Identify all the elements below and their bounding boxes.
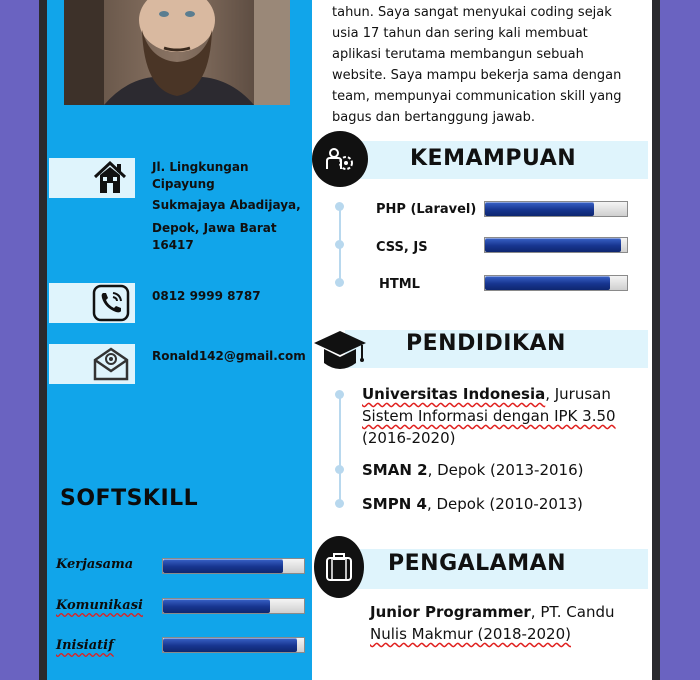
address-text	[152, 159, 301, 254]
softskill-title: SOFTSKILL	[60, 486, 199, 511]
softskill-bar	[162, 637, 305, 653]
softskill-label: Kerjasama	[56, 557, 134, 572]
education-school: SMPN 4	[362, 495, 427, 513]
about-line: website. Saya mampu bekerja sama dengan	[332, 68, 622, 83]
experience-detail: Nulis Makmur (2018-2020)	[370, 625, 571, 643]
education-item-university	[362, 383, 632, 449]
timeline-dot	[335, 465, 344, 474]
skills-title: KEMAMPUAN	[410, 146, 577, 171]
profile-photo	[64, 0, 290, 105]
about-line: team, mempunyai communication skill yang	[332, 89, 622, 104]
education-detail: Sistem Informasi dengan IPK 3.50	[362, 407, 616, 425]
softskill-label: Komunikasi	[56, 598, 143, 613]
address-line: Cipayung	[152, 177, 215, 191]
about-line: usia 17 tahun dan sering kali membuat	[332, 26, 588, 41]
skill-label: CSS, JS	[376, 240, 428, 255]
skill-label: PHP (Laravel)	[376, 202, 477, 217]
education-detail: (2016-2020)	[362, 429, 456, 447]
softskill-bar-fill	[163, 599, 270, 613]
education-school: Universitas Indonesia	[362, 385, 546, 403]
about-line: bagus dan bertanggung jawab.	[332, 110, 536, 125]
education-title: PENDIDIKAN	[406, 331, 566, 356]
skill-bar-fill	[485, 202, 594, 216]
education-detail: , Depok (2010-2013)	[426, 495, 583, 513]
gear-person-icon	[312, 131, 368, 187]
about-line: aplikasi terutama membangun sebuah	[332, 47, 584, 62]
education-timeline	[339, 394, 341, 506]
softskill-bar-fill	[163, 638, 297, 652]
timeline-dot	[335, 202, 344, 211]
timeline-dot	[335, 278, 344, 287]
address-line: Jl. Lingkungan	[152, 160, 249, 174]
skill-bar	[484, 275, 628, 291]
education-detail: , Jurusan	[545, 385, 611, 403]
softskill-bar	[162, 598, 305, 614]
softskill-bar-fill	[163, 559, 283, 573]
experience-role: Junior Programmer	[370, 603, 531, 621]
address-line: Sukmajaya Abadijaya,	[152, 198, 301, 212]
education-item-smp	[362, 493, 632, 515]
home-icon	[92, 159, 128, 199]
skill-bar	[484, 201, 628, 217]
skill-bar-fill	[485, 238, 621, 252]
email-text: Ronald142@gmail.com	[152, 349, 306, 363]
education-item-sma	[362, 459, 632, 481]
address-line: Depok, Jawa Barat	[152, 221, 277, 235]
education-detail: , Depok (2013-2016)	[427, 461, 584, 479]
skill-bar-fill	[485, 276, 610, 290]
timeline-dot	[335, 240, 344, 249]
timeline-dot	[335, 390, 344, 399]
skill-label: HTML	[379, 277, 420, 292]
education-school: SMAN 2	[362, 461, 428, 479]
phone-text: 0812 9999 8787	[152, 289, 261, 303]
experience-item	[370, 601, 640, 645]
phone-icon	[92, 284, 130, 326]
skill-bar	[484, 237, 628, 253]
graduation-cap-icon	[312, 323, 368, 379]
address-line: 16417	[152, 238, 194, 252]
about-paragraph	[332, 2, 632, 128]
email-icon	[92, 344, 130, 386]
about-line: tahun. Saya sangat menyukai coding sejak	[332, 5, 612, 20]
softskill-bar	[162, 558, 305, 574]
softskill-label: Inisiatif	[56, 638, 114, 653]
experience-title: PENGALAMAN	[388, 551, 567, 576]
experience-detail: , PT. Candu	[530, 603, 615, 621]
timeline-dot	[335, 499, 344, 508]
briefcase-icon	[314, 536, 364, 598]
